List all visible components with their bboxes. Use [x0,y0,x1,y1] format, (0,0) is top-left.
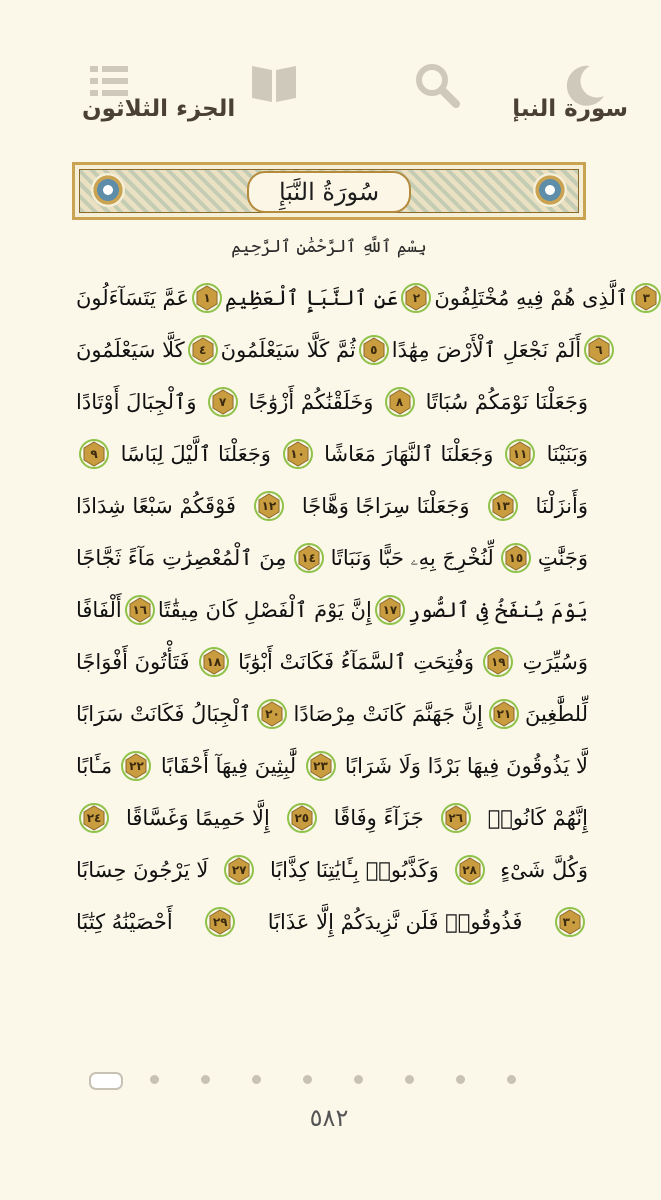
medallion-left-icon [91,173,125,207]
verse-text: مَـَٔابًا [76,754,113,778]
ayah-marker[interactable] [205,907,235,937]
verse-text: فَتَأْتُونَ أَفْوَاجًا [76,650,190,674]
verse-line [76,428,588,480]
ayah-marker[interactable] [306,751,336,781]
ayah-number: ٦ [595,343,603,357]
ayah-marker[interactable] [287,803,317,833]
page-dot[interactable] [456,1075,465,1084]
verse-line [76,740,588,792]
verse-text: وَبَنَيْنَا [546,442,588,466]
surah-label: سورة النبإ [512,96,628,122]
ayah-marker[interactable] [385,387,415,417]
verse-text: مِنَ ٱلْمُعْصِرَٰتِ مَآءً ثَجَّاجًا [76,546,287,570]
ayah-marker[interactable] [488,491,518,521]
verse-line [76,896,588,948]
ayah-number: ٢٤ [86,811,102,825]
verse-line [76,272,650,324]
ayah-marker[interactable] [294,543,324,573]
verse-text: ثُمَّ كَلَّا سَيَعْلَمُونَ [220,338,356,362]
verse-text: كَلَّا سَيَعْلَمُونَ [76,338,185,362]
verse-text: وَكُلَّ شَىْءٍ [500,858,588,882]
ayah-number: ٢ [412,291,421,305]
verse-text: إِنَّهُمْ كَانُوا۟ [487,806,588,830]
page-dot[interactable] [405,1075,414,1084]
verse-line [76,688,588,740]
verse-line [76,636,588,688]
verse-text: يَوْمَ يُنفَخُ فِى ٱلصُّورِ [408,598,588,622]
verse-line [76,584,588,636]
verse-text: أَحْصَيْنَٰهُ كِتَٰبًا [76,910,173,934]
ayah-marker[interactable] [79,439,109,469]
ayah-number: ١٧ [382,603,398,617]
page-dot[interactable] [201,1075,210,1084]
verse-text: أَلَمْ نَجْعَلِ ٱلْأَرْضَ مِهَٰدًا [391,338,582,362]
ayah-marker[interactable] [224,855,254,885]
ayah-number: ٢٠ [265,707,280,721]
ayah-number: ١٠ [290,447,305,461]
ayah-number: ٨ [395,395,404,409]
ayah-number: ٣٠ [562,915,578,929]
verse-text: فَوْقَكُمْ سَبْعًا شِدَادًا [76,494,236,518]
ayah-number: ٢٢ [129,759,144,773]
juz-label: الجزء الثلاثون [82,96,236,122]
verse-text: وَفُتِحَتِ ٱلسَّمَآءُ فَكَانَتْ أَبْوَٰبًا [238,650,474,674]
ayah-marker[interactable] [455,855,485,885]
ayah-number: ٣ [642,291,650,305]
ayah-marker[interactable] [79,803,109,833]
verse-text: عَمَّ يَتَسَآءَلُونَ [76,286,190,310]
ayah-number: ١٨ [206,655,222,669]
ayah-number: ٢٨ [462,863,477,877]
verse-text: وَجَعَلْنَا ٱلَّيْلَ لِبَاسًا [120,442,271,466]
surah-banner [72,162,586,220]
bismillah: بِسْمِ ٱللَّهِ ٱلرَّحْمَٰنِ ٱلرَّحِيمِ [231,237,427,257]
verse-text: ٱلْجِبَالُ فَكَانَتْ سَرَابًا [76,702,252,726]
page-dot[interactable] [252,1075,261,1084]
verses-block [76,272,650,948]
ayah-marker[interactable] [283,439,313,469]
verse-text: وَخَلَقْنَٰكُمْ أَزْوَٰجًا [248,390,374,414]
verse-text: وَسُيِّرَتِ [522,650,588,674]
ayah-marker[interactable] [192,283,222,313]
page-indicator [0,1070,658,1090]
verse-text: إِلَّا حَمِيمًا وَغَسَّاقًا [125,806,270,830]
ayah-marker[interactable] [375,595,405,625]
ayah-number: ١٣ [495,499,510,513]
verse-text: لِّنُخْرِجَ بِهِۦ حَبًّا وَنَبَاتًا [330,545,494,570]
page-dot-active[interactable] [89,1072,123,1090]
verse-text: لِّلطَّٰغِينَ [524,702,588,726]
verse-line [76,792,588,844]
verse-text: أَلْفَافًا [76,598,122,622]
ayah-marker[interactable] [257,699,287,729]
ayah-number: ١٩ [490,655,506,669]
ayah-marker[interactable] [483,647,513,677]
verse-text: فَذُوقُوا۟ فَلَن نَّزِيدَكُمْ إِلَّا عَذَابًا [267,910,523,934]
ayah-marker[interactable] [631,283,661,313]
ayah-marker[interactable] [121,751,151,781]
verse-line [76,844,588,896]
surah-title: سُورَةُ النَّبَإِ [247,171,411,213]
ayah-marker[interactable] [208,387,238,417]
ayah-number: ١٥ [508,551,524,565]
ayah-number: ١١ [512,447,528,461]
verse-line [76,376,588,428]
verse-text: وَكَذَّبُوا۟ بِـَٔايَٰتِنَا كِذَّابًا [269,858,439,882]
verse-line [76,480,588,532]
verse-text: لَا يَرْجُونَ حِسَابًا [76,858,209,882]
ayah-number: ٢١ [496,707,512,721]
verse-text: وَأَنزَلْنَا [535,494,588,518]
ayah-marker[interactable] [199,647,229,677]
ayah-number: ١ [203,291,211,305]
ayah-number: ٢٦ [448,811,464,825]
ayah-number: ١٢ [261,499,277,513]
ayah-number: ١٦ [132,603,148,617]
verse-text: لَّا يَذُوقُونَ فِيهَا بَرْدًا وَلَا شَرَابًا [344,754,588,778]
ayah-number: ٤ [198,343,207,357]
ayah-number: ٩ [90,447,98,461]
verse-text: عَنِ ٱلنَّبَإِ ٱلْعَظِيمِ [225,286,399,310]
verse-line [76,532,588,584]
ayah-marker[interactable] [188,335,218,365]
ayah-marker[interactable] [584,335,614,365]
ayah-marker[interactable] [505,439,535,469]
page-dot[interactable] [354,1075,363,1084]
ayah-marker[interactable] [125,595,155,625]
page-number: ٥٨٢ [309,1104,349,1132]
page-dot[interactable] [303,1075,312,1084]
verse-text: إِنَّ يَوْمَ ٱلْفَصْلِ كَانَ مِيقَٰتًا [157,598,372,622]
ayah-number: ٥ [370,343,378,357]
verse-text: وَجَعَلْنَا سِرَاجًا وَهَّاجًا [301,494,470,518]
ayah-number: ٢٥ [294,811,310,825]
ayah-number: ٧ [218,395,227,409]
verse-text: وَٱلْجِبَالَ أَوْتَادًا [76,390,197,414]
ayah-marker[interactable] [254,491,284,521]
verse-text: لَّٰبِثِينَ فِيهَآ أَحْقَابًا [160,754,297,778]
ayah-number: ٢٣ [313,759,328,773]
verse-line [76,324,603,376]
ayah-marker[interactable] [489,699,519,729]
ayah-number: ١٤ [301,551,316,565]
ayah-marker[interactable] [501,543,531,573]
header [0,96,658,136]
ayah-marker[interactable] [401,283,431,313]
verse-text: وَجَعَلْنَا نَوْمَكُمْ سُبَاتًا [425,390,588,414]
verse-text: جَزَآءً وِفَاقًا [333,806,424,830]
ayah-number: ٢٩ [212,915,228,929]
ayah-marker[interactable] [359,335,389,365]
verse-text: وَجَعَلْنَا ٱلنَّهَارَ مَعَاشًا [324,442,494,466]
medallion-right-icon [533,173,567,207]
verse-text: ٱلَّذِى هُمْ فِيهِ مُخْتَلِفُونَ [434,286,629,310]
ayah-number: ٢٧ [231,863,247,877]
page-dot[interactable] [507,1075,516,1084]
ayah-marker[interactable] [441,803,471,833]
verse-text: إِنَّ جَهَنَّمَ كَانَتْ مِرْصَادًا [293,702,483,726]
verse-text: وَجَنَّٰتٍ [537,546,588,570]
page-dot[interactable] [150,1075,159,1084]
ayah-marker[interactable] [555,907,585,937]
